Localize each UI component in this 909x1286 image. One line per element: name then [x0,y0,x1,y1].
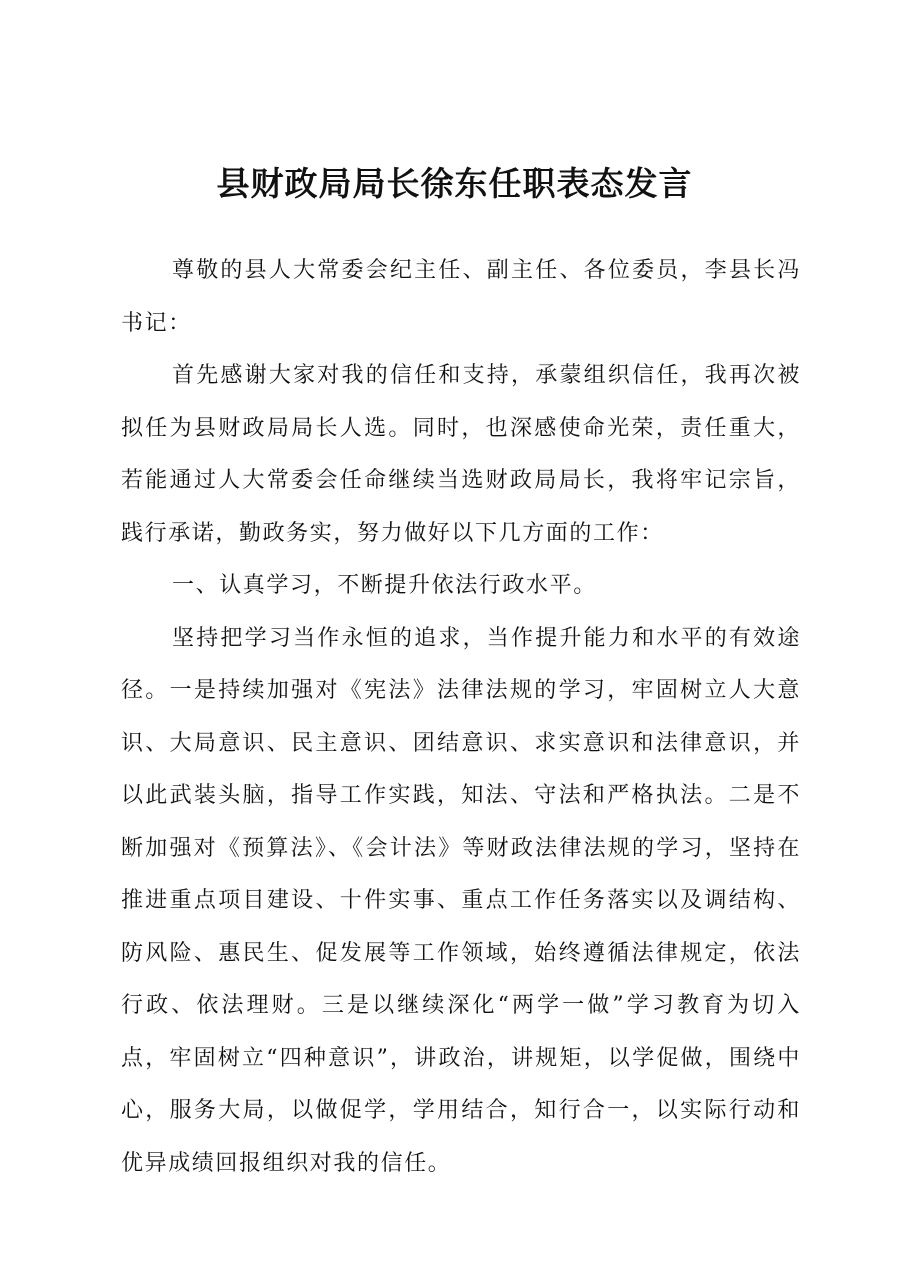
intro-paragraph: 首先感谢大家对我的信任和支持，承蒙组织信任，我再次被拟任为县财政局局长人选。同时，也深感使命光荣，责任重大，若能通过人大常委会任命继续当选财政局局长，我将牢记宗旨，践行承诺，勤政务实，努力做好以下几方面的工作： [121,363,801,546]
section-heading-1: 一、认真学习，不断提升依法行政水平。 [172,573,597,598]
section-1-paragraph: 坚持把学习当作永恒的追求，当作提升能力和水平的有效途径。一是持续加强对《宪法》法律法规的学习，牢固树立人大意识、大局意识、民主意识、团结意识、求实意识和法律意识，并以此武装头脑，指导工作实践，知法、守法和严格执法。二是不断加强对《预算法》、《会计法》等财政法律法规的学习，坚持在推进重点项目建设、十件实事、重点工作任务落实以及调结构、防风险、惠民生、促发展等工作领域，始终遵循法律规定，依法行政、依法理财。三是以继续深化“两学一做”学习教育为切入点，牢固树立“四种意识”，讲政治，讲规矩，以学促做，围绕中心，服务大局，以做促学，学用结合，知行合一，以实际行动和优异成绩回报组织对我的信任。 [121,625,801,1176]
document-body [121,245,801,1190]
document-title: 县财政局局长徐东任职表态发言 [216,164,693,203]
salutation-paragraph: 尊敬的县人大常委会纪主任、副主任、各位委员，李县长冯书记： [121,258,801,336]
